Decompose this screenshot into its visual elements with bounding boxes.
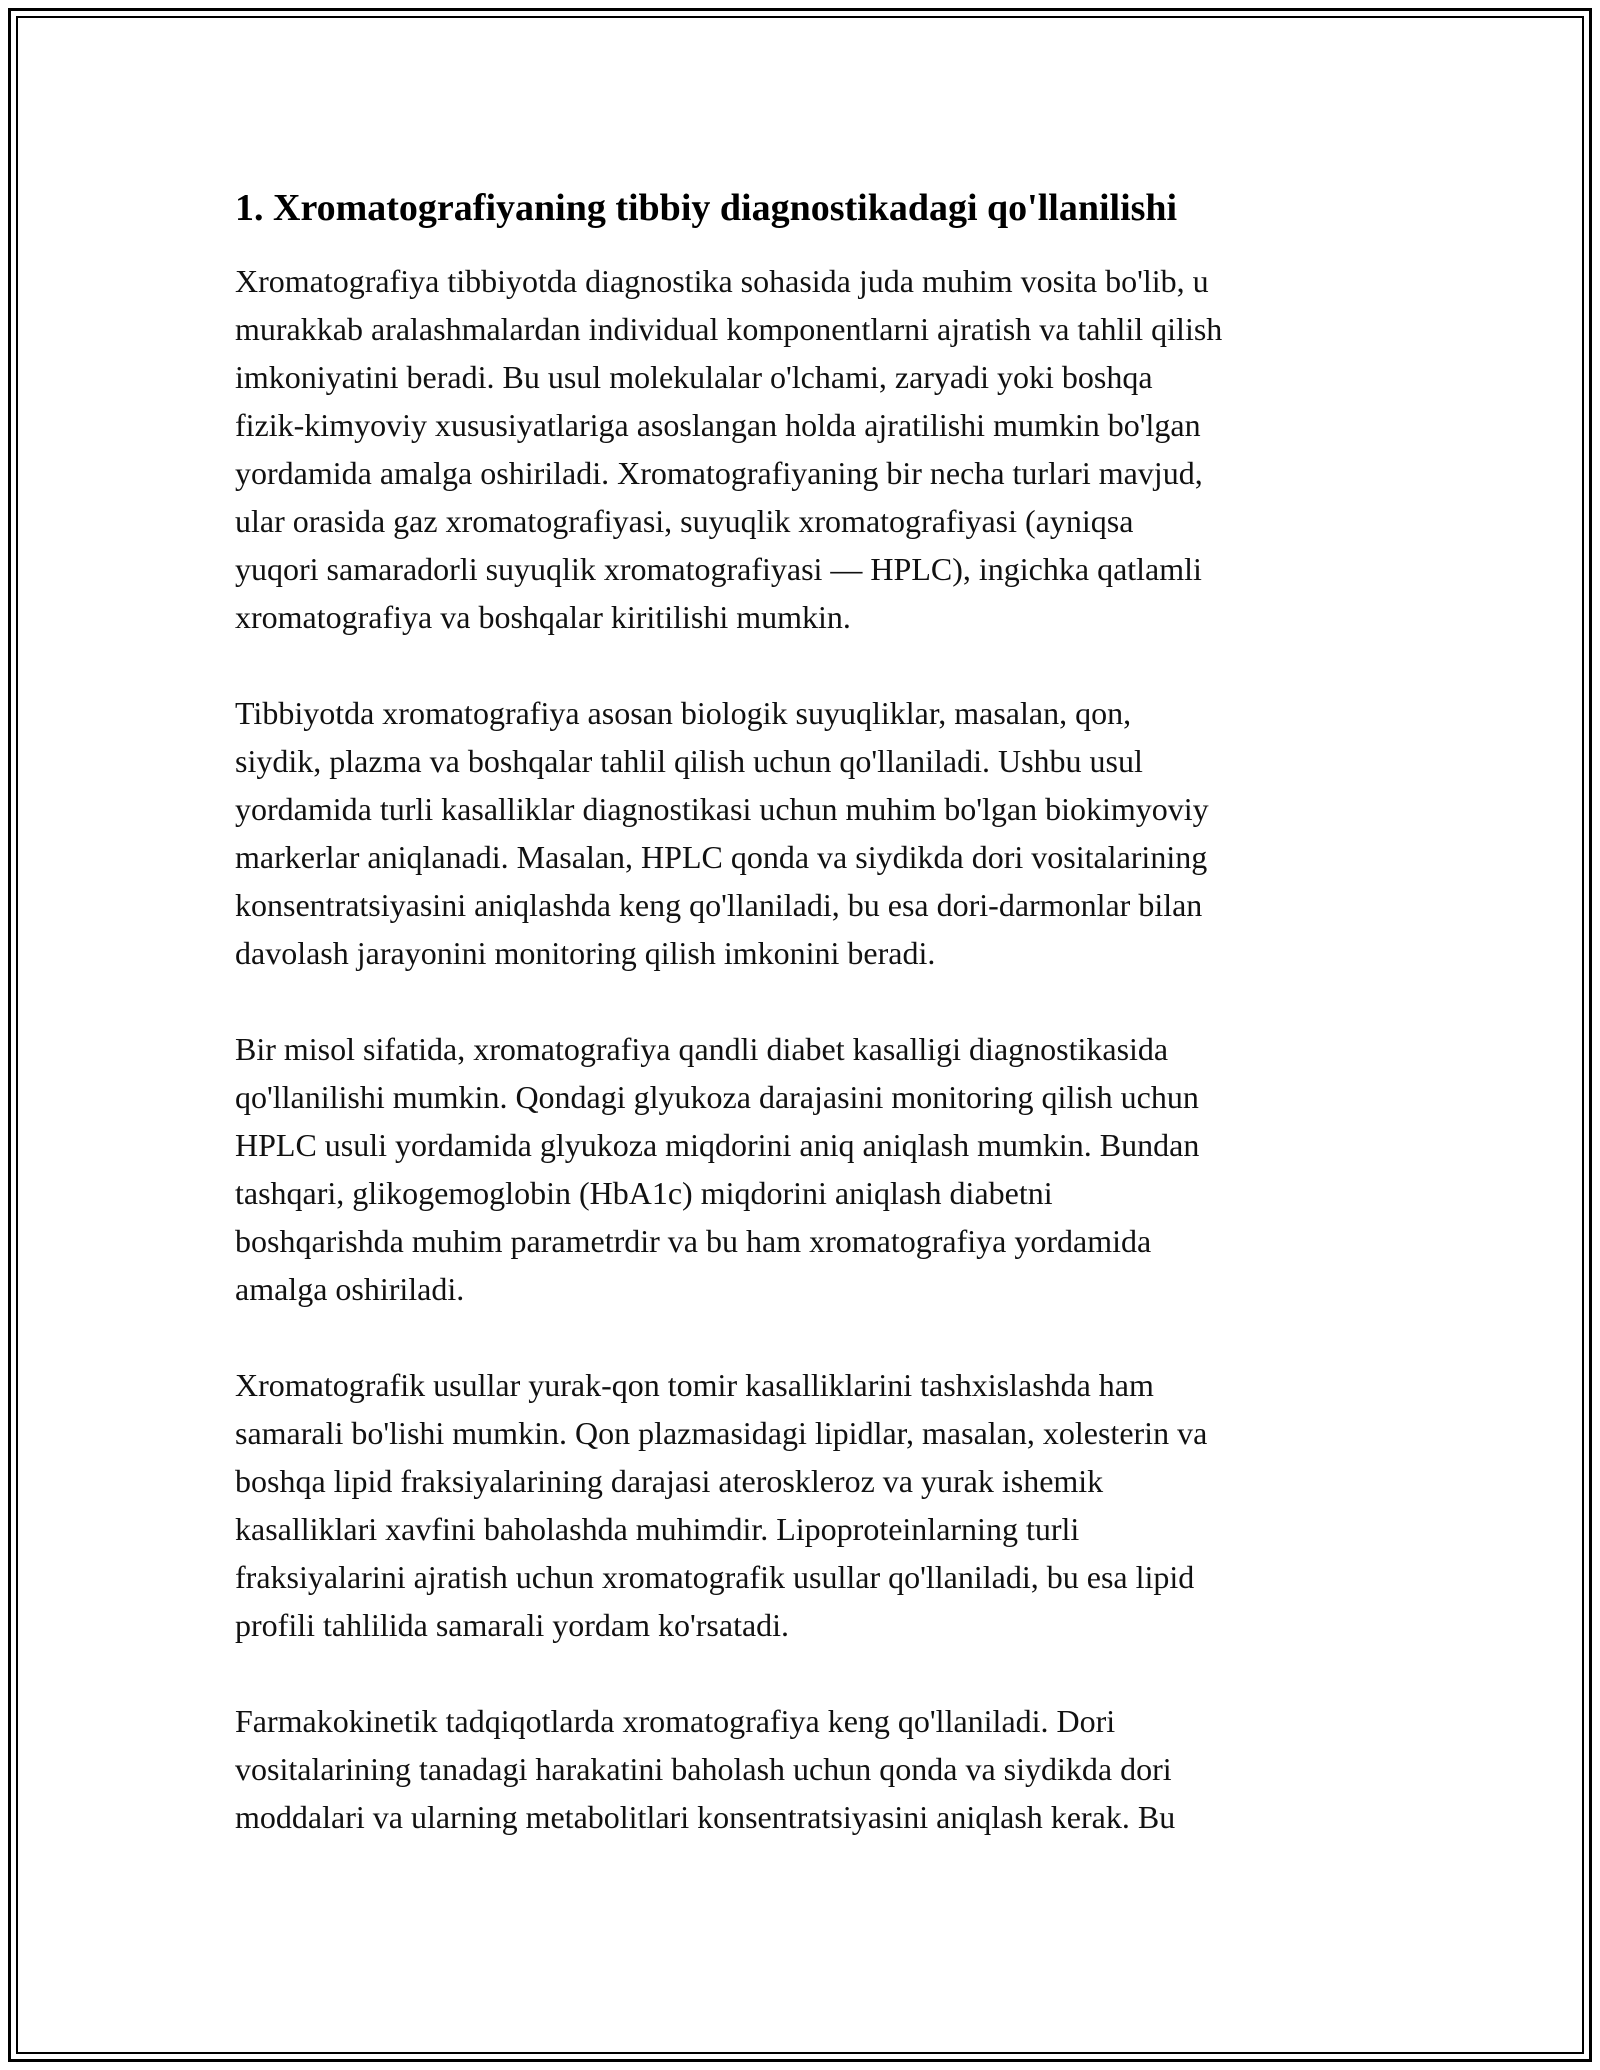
paragraph: Tibbiyotda xromatografiya asosan biologik suyuqliklar, masalan, qon, siydik, plazma va boshqalar tahlil qilish uchun qo'llaniladi. Ushbu usul yordamida turli kasalliklar diagnostikasi uchun muhim bo'lgan biokimyoviy markerlar aniqlanadi. Masalan, HPLC qonda va siydikda dori vositalarining konsentratsiyasini aniqlashda keng qo'llaniladi, bu esa dori-darmonlar bilan davolash jarayonini monitoring qilish imkonini beradi. xyxy=(235,695,1209,971)
paragraph: Xromatografik usullar yurak-qon tomir kasalliklarini tashxislashda ham samarali bo'lishi mumkin. Qon plazmasidagi lipidlar, masalan, xolesterin va boshqa lipid fraksiyalarining darajasi ateroskleroz va yurak ishemik kasalliklari xavfini baholashda muhimdir. Lipoproteinlarning turli fraksiyalarini ajratish uchun xromatografik usullar qo'llaniladi, bu esa lipid profili tahlilida samarali yordam ko'rsatadi. xyxy=(235,1367,1208,1643)
paragraph: Bir misol sifatida, xromatografiya qandli diabet kasalligi diagnostikasida qo'llanilishi mumkin. Qondagi glyukoza darajasini monitoring qilish uchun HPLC usuli yordamida glyukoza miqdorini aniq aniqlash mumkin. Bundan tashqari, glikogemoglobin (HbA1c) miqdorini aniqlash diabetni boshqarishda muhim parametrdir va bu ham xromatografiya yordamida amalga oshiriladi. xyxy=(235,1031,1200,1307)
paragraph: Farmakokinetik tadqiqotlarda xromatografiya keng qo'llaniladi. Dori vositalarining tanadagi harakatini baholash uchun qonda va siydikda dori moddalari va ularning metabolitlari konsentratsiyasini aniqlash kerak. Bu xyxy=(235,1703,1176,1835)
section-heading: 1. Xromatografiyaning tibbiy diagnostikadagi qo'llanilishi xyxy=(235,187,1178,229)
paragraph: Xromatografiya tibbiyotda diagnostika sohasida juda muhim vosita bo'lib, u murakkab aralashmalardan individual komponentlarni ajratish va tahlil qilish imkoniyatini beradi. Bu usul molekulalar o'lchami, zaryadi yoki boshqa fizik-kimyoviy xususiyatlariga asoslangan holda ajratilishi mumkin bo'lgan yordamida amalga oshiriladi. Xromatografiyaning bir necha turlari mavjud, ular orasida gaz xromatografiyasi, suyuqlik xromatografiyasi (ayniqsa yuqori samaradorli suyuqlik xromatografiyasi — HPLC), ingichka qatlamli xromatografiya va boshqalar kiritilishi mumkin. xyxy=(235,263,1223,635)
document-body xyxy=(235,185,1385,1889)
